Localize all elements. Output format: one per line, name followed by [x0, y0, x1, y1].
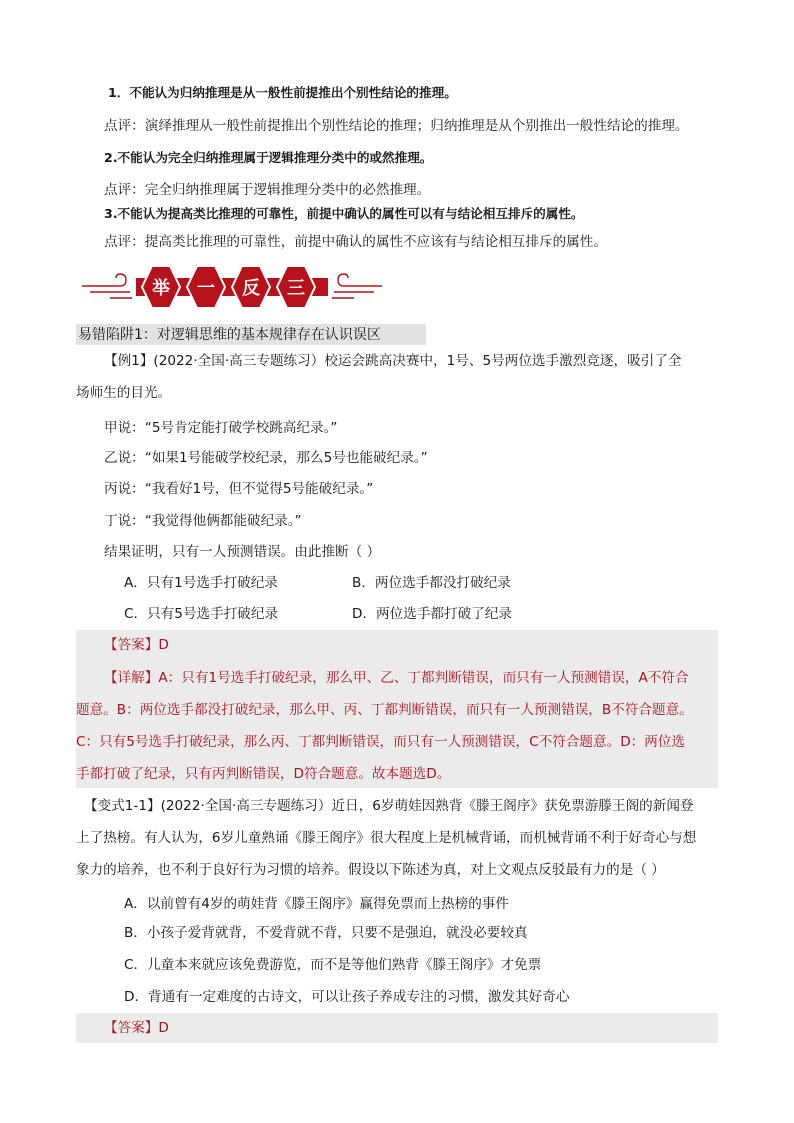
variant-1-option-c: C．儿童本来就应该免费游览，而不是等他们熟背《滕王阁序》才免票 [124, 957, 542, 973]
note-1-title: 1．不能认为归纳推理是从一般性前提推出个别性结论的推理。 [108, 85, 457, 100]
variant-1-option-a: A．以前曾有4岁的萌娃背《滕王阁序》赢得免票而上热榜的事件 [124, 896, 509, 912]
variant-answer-shade [76, 1013, 718, 1043]
example-1-line-2: 场师生的目光。 [76, 385, 172, 401]
note-2-title: 2.不能认为完全归纳推理属于逻辑推理分类中的或然推理。 [104, 150, 433, 165]
banner-char-4: 三 [287, 278, 305, 299]
banner-right-ornament [332, 274, 382, 298]
example-1-detail-line-4: 手都打破了纪录，只有丙判断错误，D符合题意。故本题选D。 [76, 766, 451, 782]
variant-1-line-1: 【变式1-1】(2022·全国·高三专题练习）近日，6岁萌娃因熟背《滕王阁序》获免票游滕王阁的新闻登 [84, 798, 694, 814]
banner-left-ornament [82, 274, 132, 298]
variant-1-option-b: B．小孩子爱背就背，不爱背就不背，只要不是强迫，就没必要较真 [124, 925, 528, 941]
banner-char-2: 一 [197, 278, 215, 299]
example-1-answer: 【答案】D [104, 637, 169, 653]
note-1-comment: 点评：演绎推理从一般性前提推出个别性结论的推理；归纳推理是从个别推出一般性结论的推理。 [104, 118, 689, 134]
variant-1-option-d: D．背通有一定难度的古诗文，可以让孩子养成专注的习惯，激发其好奇心 [124, 989, 570, 1005]
banner-char-3: 反 [242, 278, 260, 299]
example-1-detail-line-1: 【详解】A：只有1号选手打破纪录，那么甲、乙、丁都判断错误，而只有一人预测错误，A不符合 [104, 670, 689, 686]
example-1-line-1: 【例1】(2022·全国·高三专题练习）校运会跳高决赛中，1号、5号两位选手激烈竞逐，吸引了全 [104, 353, 682, 369]
note-2-comment: 点评：完全归纳推理属于逻辑推理分类中的必然推理。 [104, 182, 431, 198]
note-3-comment: 点评：提高类比推理的可靠性，前提中确认的属性不应该有与结论相互排斥的属性。 [104, 234, 607, 250]
variant-1-line-3: 象力的培养，也不利于良好行为习惯的培养。假设以下陈述为真，对上文观点反驳最有力的是（ ） [76, 862, 665, 878]
example-1-option-b: B．两位选手都没打破纪录 [352, 575, 511, 591]
example-1-question: 结果证明，只有一人预测错误。由此推断（ ） [104, 544, 381, 560]
note-3-title: 3.不能认为提高类比推理的可靠性，前提中确认的属性可以有与结论相互排斥的属性。 [104, 206, 584, 221]
variant-1-line-2: 上了热榜。有人认为，6岁儿童熟诵《滕王阁序》很大程度上是机械背诵，而机械背诵不利于好奇心与想 [76, 830, 697, 846]
speaker-ding: 丁说：“我觉得他俩都能破纪录。” [104, 513, 302, 529]
variant-1-answer: 【答案】D [104, 1020, 169, 1036]
example-1-detail-line-2: 题意。B：两位选手都没打破纪录，那么甲、丙、丁都判断错误，而只有一人预测错误，B不符合题意。 [76, 702, 693, 718]
example-1-option-a: A．只有1号选手打破纪录 [124, 575, 278, 591]
speaker-bing: 丙说：“我看好1号，但不觉得5号能破纪录。” [104, 481, 374, 497]
section-title: 易错陷阱1：对逻辑思维的基本规律存在认识误区 [78, 327, 381, 343]
example-1-option-c: C．只有5号选手打破纪录 [124, 606, 279, 622]
example-1-detail-line-3: C：只有5号选手打破纪录，那么丙、丁都判断错误，而只有一人预测错误，C不符合题意。D：两位选 [76, 734, 686, 750]
speaker-yi: 乙说：“如果1号能破学校纪录，那么5号也能破纪录。” [104, 450, 428, 466]
banner-ju-yi-fan-san [80, 262, 384, 312]
banner-char-1: 举 [152, 278, 170, 299]
speaker-jia: 甲说：“5号肯定能打破学校跳高纪录。” [104, 420, 338, 436]
example-1-option-d: D．两位选手都打破了纪录 [352, 606, 512, 622]
